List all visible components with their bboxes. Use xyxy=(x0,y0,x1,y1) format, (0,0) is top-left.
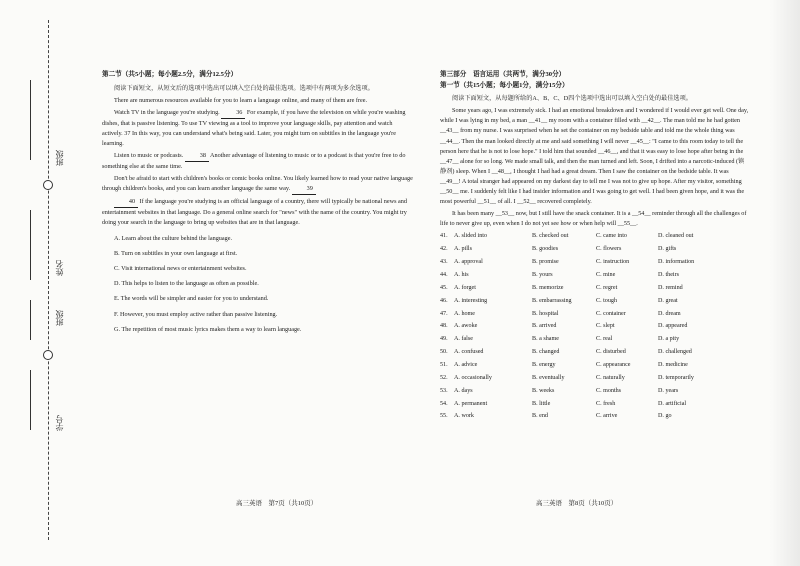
choice-option-a[interactable]: A. false xyxy=(454,336,473,343)
choice-row xyxy=(440,398,722,411)
choice-option-a[interactable]: A. slided into xyxy=(454,233,488,240)
instructions: 阅读下面短文，从每题所给的A、B、C、D四个选项中选出可以填入空白处的最佳选项。 xyxy=(452,95,692,103)
choice-option-c[interactable]: C. slept xyxy=(596,323,615,330)
option-g: G. The repetition of most music lyrics makes them a way to learn language. xyxy=(114,325,302,333)
choice-row xyxy=(440,295,722,308)
page-footer-right: 高三英语 第8页（共10页） xyxy=(536,500,618,507)
section-heading: 第一节（共15小题；每小题1分，满分15分） xyxy=(440,81,569,89)
question-number: 45. xyxy=(440,284,448,291)
choice-option-a[interactable]: A. forget xyxy=(454,284,476,291)
binding-hole xyxy=(43,180,53,190)
binding-margin xyxy=(8,20,78,540)
choice-option-a[interactable]: A. permanent xyxy=(454,400,488,407)
choice-option-b[interactable]: B. memorize xyxy=(532,284,564,291)
choice-option-a[interactable]: A. approval xyxy=(454,259,483,266)
choice-option-a[interactable]: A. interesting xyxy=(454,297,488,304)
choice-option-d[interactable]: D. great xyxy=(658,297,678,304)
choice-option-b[interactable]: B. little xyxy=(532,400,551,407)
choice-option-c[interactable]: C. instruction xyxy=(596,259,630,266)
page-footer-left: 高三英语 第7页（共10页） xyxy=(236,500,318,507)
choice-option-c[interactable]: C. flowers xyxy=(596,246,622,253)
question-number: 47. xyxy=(440,310,448,317)
choice-option-b[interactable]: B. a shame xyxy=(532,336,559,343)
choice-option-b[interactable]: B. hospital xyxy=(532,310,559,317)
blank-38[interactable]: 38 xyxy=(185,151,209,162)
choice-option-b[interactable]: B. weeks xyxy=(532,387,555,394)
choice-option-c[interactable]: C. real xyxy=(596,336,613,343)
choice-option-d[interactable]: D. a pity xyxy=(658,336,680,343)
blank-36[interactable]: 36 xyxy=(221,108,245,119)
choice-option-b[interactable]: B. yours xyxy=(532,272,553,279)
choice-option-a[interactable]: A. his xyxy=(454,272,469,279)
passage-paragraph: There are numerous resources available for you to learn a language online, and many of them are free. xyxy=(114,96,368,104)
right-page xyxy=(440,70,750,424)
left-page xyxy=(102,70,414,340)
choice-option-b[interactable]: B. end xyxy=(532,413,548,420)
choice-option-d[interactable]: D. appeared xyxy=(658,323,688,330)
choice-option-d[interactable]: D. challenged xyxy=(658,349,692,356)
choice-row xyxy=(440,372,722,385)
passage-paragraph: Don't be afraid to start with children's books or comic books online. You likely learned how to read your native language through children's books, and you can learn another language the same way. 39 xyxy=(102,174,414,195)
choice-option-d[interactable]: D. cleaned out xyxy=(658,233,694,240)
binding-hole xyxy=(43,350,53,360)
choice-row xyxy=(440,270,722,283)
question-number: 42. xyxy=(440,246,448,253)
instructions: 阅读下面短文，从短文后的选项中选出可以填入空白处的最佳选项。选项中有两项为多余选项。 xyxy=(114,84,374,92)
question-number: 48. xyxy=(440,323,448,330)
choice-option-c[interactable]: C. tough xyxy=(596,297,617,304)
question-number: 52. xyxy=(440,374,448,381)
choice-option-b[interactable]: B. promise xyxy=(532,259,559,266)
choice-option-a[interactable]: A. days xyxy=(454,387,473,394)
choice-row xyxy=(440,231,722,244)
choice-option-c[interactable]: C. months xyxy=(596,387,622,394)
option-c: C. Visit international news or entertainment websites. xyxy=(114,265,247,273)
section-heading: 第二节（共5小题；每小题2.5分，满分12.5分） xyxy=(102,71,238,78)
choice-option-d[interactable]: D. go xyxy=(658,413,672,420)
class-field-line xyxy=(30,80,31,160)
choice-option-c[interactable]: C. mine xyxy=(596,272,616,279)
passage-paragraph: Watch TV in the language you're studying. 36 For example, if you have the television on while you're washing dishes, that is passive listening. To use TV viewing as a tool to improve your language skills, pay attention and watch actively. 37 In this way, you can understand what's being said. Later, you might turn on subtitles in the language you're learning. xyxy=(102,108,406,147)
student-number-field-line xyxy=(30,370,31,430)
blank-40[interactable]: 40 xyxy=(114,197,138,208)
class-field-line xyxy=(30,300,31,340)
question-number: 53. xyxy=(440,387,448,394)
choice-row xyxy=(440,244,722,257)
question-number: 50. xyxy=(440,349,448,356)
binding-dashed-line xyxy=(48,20,49,540)
question-number: 55. xyxy=(440,413,448,420)
name-label: 姓名 xyxy=(55,260,64,276)
choice-option-d[interactable]: D. information xyxy=(658,259,695,266)
choice-option-b[interactable]: B. energy xyxy=(532,362,556,369)
choice-row xyxy=(440,334,722,347)
question-number: 49. xyxy=(440,336,448,343)
question-number: 43. xyxy=(440,259,448,266)
choice-option-a[interactable]: A. work xyxy=(454,413,474,420)
choice-option-c[interactable]: C. fresh xyxy=(596,400,616,407)
class-label: 班级 xyxy=(55,150,64,166)
cloze-passage: It has been many __53__ now, but I still have the snack container. It is a __54__ reminder through all the challenges of life to never give up, even when I do not yet see how or when help will __55__. xyxy=(440,209,747,227)
choice-option-d[interactable]: D. gifts xyxy=(658,246,677,253)
question-number: 46. xyxy=(440,297,448,304)
choice-option-a[interactable]: A. pills xyxy=(454,246,472,253)
choice-row xyxy=(440,308,722,321)
choice-option-b[interactable]: B. changed xyxy=(532,349,560,356)
choice-option-d[interactable]: D. artificial xyxy=(658,400,687,407)
choice-option-c[interactable]: C. disturbed xyxy=(596,349,626,356)
question-number: 54. xyxy=(440,400,448,407)
choice-row xyxy=(440,347,722,360)
option-d: D. This helps to listen to the language as often as possible. xyxy=(114,280,259,288)
class-label: 班级 xyxy=(55,310,64,326)
choice-option-b[interactable]: B. embarrassing xyxy=(532,297,572,304)
choice-option-a[interactable]: A. confused xyxy=(454,349,484,356)
choice-option-b[interactable]: B. eventually xyxy=(532,374,565,381)
question-number: 51. xyxy=(440,362,448,369)
cloze-passage: Some years ago, I was extremely sick. I had an emotional breakdown and I wondered if I would ever get well. One day, while I was lying in my bed, a man __41__ my room with a container filled with __42__. The man told me he had gotten __43__ from my nurse. I was surprised when he set the container on my bedside table and told me the whole thing was __44__. Then the man looked directly at me and said something I will never __45__: "I came to this room today to tell the person here that he is not to lose hope." I told him that sounded __46__, and that it was easy to lose hope after being in the __47__ alone for so long. We made small talk, and then the man turned and left. Soon, I drifted into a narcotic-induced (镇静剂) sleep. When I __48__, I thought I had had a great dream. Then I saw the container on the bedside table. It was __49__! A total stranger had appeared on my darkest day to tell me I was not to give up hope. After my visitor, something __50__ me. I suddenly felt like I had insider information and I was going to get well. I had been given hope, and it was the most powerful __51__ of all. I __52__ recovered completely. xyxy=(440,107,749,205)
choice-option-d[interactable]: D. temporarily xyxy=(658,374,694,381)
choice-option-c[interactable]: C. container xyxy=(596,310,626,317)
page-edge-shadow xyxy=(770,0,800,566)
choice-option-d[interactable]: D. dream xyxy=(658,310,681,317)
question-number: 41. xyxy=(440,233,448,240)
choice-row xyxy=(440,385,722,398)
choice-option-d[interactable]: D. remind xyxy=(658,284,683,291)
choice-row xyxy=(440,257,722,270)
choice-option-d[interactable]: D. medicine xyxy=(658,362,688,369)
question-number: 44. xyxy=(440,272,448,279)
choices-table xyxy=(440,231,722,424)
choice-option-b[interactable]: B. goodies xyxy=(532,246,559,253)
blank-39[interactable]: 39 xyxy=(292,184,316,195)
choice-option-c[interactable]: C. arrive xyxy=(596,413,618,420)
choice-option-c[interactable]: C. naturally xyxy=(596,374,625,381)
choice-option-a[interactable]: A. advice xyxy=(454,362,478,369)
choice-option-a[interactable]: A. awoke xyxy=(454,323,478,330)
choice-option-c[interactable]: C. came into xyxy=(596,233,627,240)
name-field-line xyxy=(30,210,31,280)
passage-paragraph: 40 If the language you're studying is an official language of a country, there will typically be national news and entertainment websites in that language. Do a general online search for "news" with the name of the country. You might try doing your search in the language to bring up websites that are in that language. xyxy=(102,198,407,227)
option-b: B. Turn on subtitles in your own language at first. xyxy=(114,250,238,258)
choice-row xyxy=(440,321,722,334)
option-a: A. Learn about the culture behind the language. xyxy=(114,235,233,243)
choice-option-b[interactable]: B. checked out xyxy=(532,233,569,240)
option-f: F. However, you must employ active rather than passive listening. xyxy=(114,310,278,318)
choice-option-c[interactable]: C. appearance xyxy=(596,362,631,369)
student-number-label: 学号 xyxy=(55,415,64,431)
choice-option-a[interactable]: A. occasionally xyxy=(454,374,492,381)
passage-paragraph: Listen to music or podcasts. 38 Another advantage of listening to music or to a podcast is that you're free to do something else at the same time. xyxy=(102,151,406,170)
choice-option-c[interactable]: C. regret xyxy=(596,284,618,291)
choice-row xyxy=(440,282,722,295)
choice-option-b[interactable]: B. arrived xyxy=(532,323,557,330)
choice-option-a[interactable]: A. home xyxy=(454,310,475,317)
choice-option-d[interactable]: D. theirs xyxy=(658,272,679,279)
option-e: E. The words will be simpler and easier for you to understand. xyxy=(114,295,269,303)
part-heading: 第三部分 语言运用（共两节，满分30分） xyxy=(440,71,566,78)
choice-option-d[interactable]: D. years xyxy=(658,387,679,394)
choice-row xyxy=(440,360,722,373)
choice-row xyxy=(440,411,722,424)
